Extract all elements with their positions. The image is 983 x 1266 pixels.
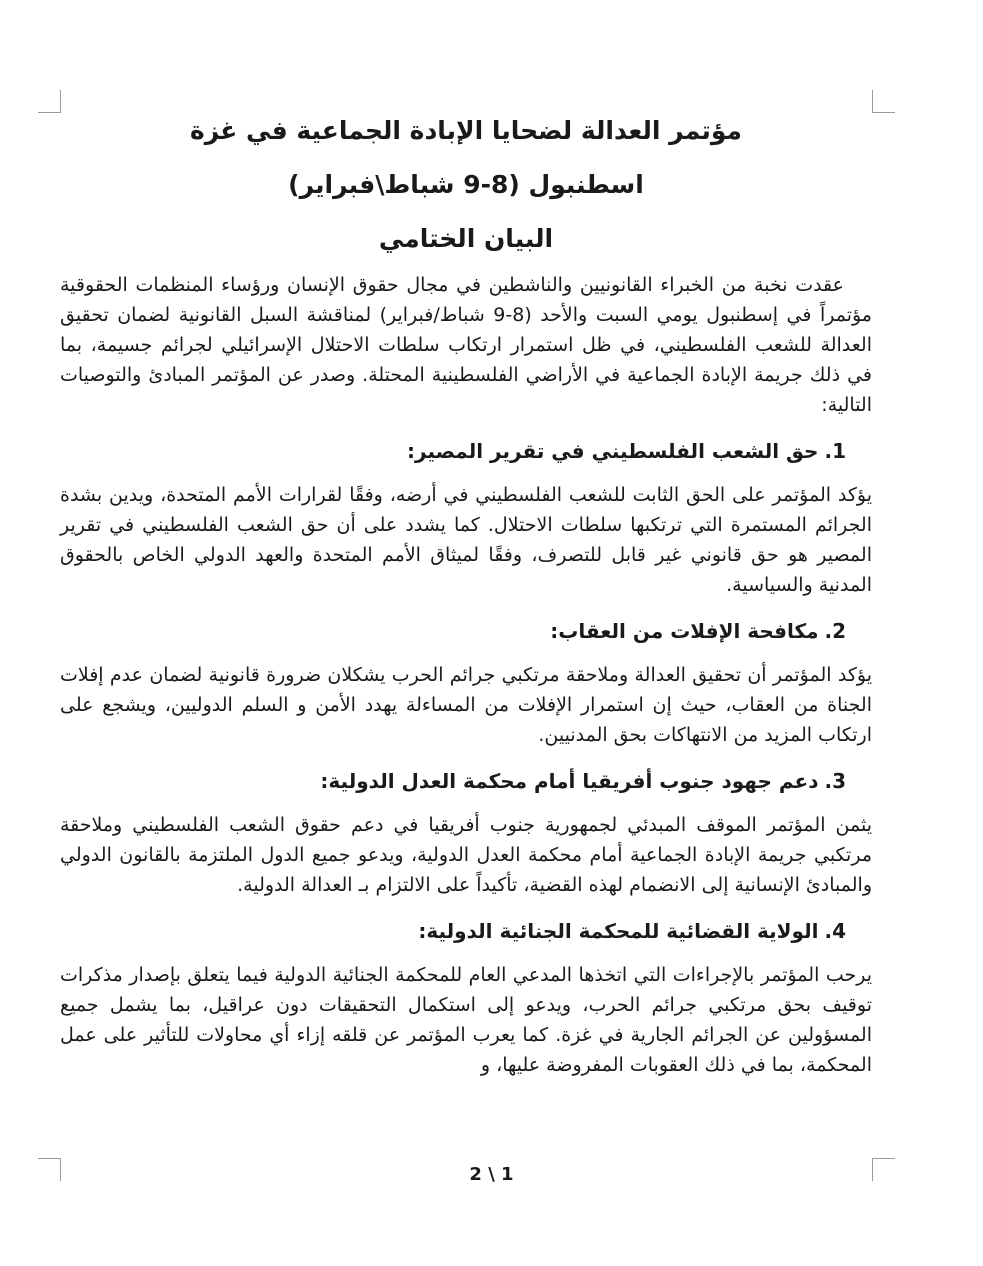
- document-page: [60, 100, 872, 1080]
- section-number: 1.: [824, 439, 846, 463]
- page-number: 2 \ 1: [469, 1164, 514, 1185]
- section-body-2: يؤكد المؤتمر أن تحقيق العدالة وملاحقة مرتكبي جرائم الحرب يشكلان ضرورة قانونية لضمان عدم إفلات الجناة من العقاب، حيث إن استمرار الإفلات من المساءلة يهدد الأمن و السلم الدوليين، ويشجع على ارتكاب المزيد من الانتهاكات بحق المدنيين.: [60, 664, 872, 746]
- document-title: مؤتمر العدالة لضحايا الإبادة الجماعية في غزة: [189, 116, 743, 145]
- section-heading-text: حق الشعب الفلسطيني في تقرير المصير:: [407, 439, 819, 463]
- section-body-3: يثمن المؤتمر الموقف المبدئي لجمهورية جنوب أفريقيا في دعم حقوق الشعب الفلسطيني وملاحقة مرتكبي جريمة الإبادة الجماعية أمام محكمة العدل الدولية، ويدعو جميع الدول الملتزمة بالقانون الدولي والمبادئ الإنسانية إلى الانضمام لهذه القضية، تأكيداً على الالتزام بـ العدالة الدولية.: [60, 814, 872, 896]
- section-heading-text: الولاية القضائية للمحكمة الجنائية الدولية:: [418, 919, 819, 943]
- section-body-4: يرحب المؤتمر بالإجراءات التي اتخذها المدعي العام للمحكمة الجنائية الدولية فيما يتعلق بإصدار مذكرات توقيف بحق مرتكبي جرائم الحرب، ويدعو إلى استكمال التحقيقات دون عراقيل، بما يشمل جميع المسؤولين عن الجرائم الجارية في غزة. كما يعرب المؤتمر عن قلقه إزاء أي محاولات للتأثير على عمل المحكمة، بما في ذلك العقوبات المفروضة عليها، و: [60, 964, 872, 1076]
- page-corner-mark-top-left: [38, 90, 61, 113]
- section-heading-3: [60, 766, 872, 796]
- document-subtitle: اسطنبول (8-9 شباط\فبراير): [288, 170, 644, 199]
- section-heading-2: [60, 616, 872, 646]
- section-number: 4.: [824, 919, 846, 943]
- section-heading-text: دعم جهود جنوب أفريقيا أمام محكمة العدل الدولية:: [320, 769, 819, 793]
- section-heading-4: [60, 916, 872, 946]
- section-number: 2.: [824, 619, 846, 643]
- section-heading-text: مكافحة الإفلات من العقاب:: [550, 619, 819, 643]
- statement-title: البيان الختامي: [378, 224, 554, 253]
- intro-paragraph: عقدت نخبة من الخبراء القانونيين والناشطين في مجال حقوق الإنسان ورؤساء المنظمات الحقوقية مؤتمراً في إسطنبول يومي السبت والأحد (8-9 شباط/فبراير) لمناقشة السبل القانونية لضمان تحقيق العدالة للشعب الفلسطيني، في ظل استمرار ارتكاب سلطات الاحتلال الإسرائيلي لجرائم جسيمة، بما في ذلك جريمة الإبادة الجماعية في الأراضي الفلسطينية المحتلة. وصدر عن المؤتمر المبادئ والتوصيات التالية:: [60, 274, 872, 416]
- page-corner-mark-top-right: [872, 90, 895, 113]
- section-heading-1: [60, 436, 872, 466]
- section-number: 3.: [824, 769, 846, 793]
- section-body-1: يؤكد المؤتمر على الحق الثابت للشعب الفلسطيني في أرضه، وفقًا لقرارات الأمم المتحدة، ويدين بشدة الجرائم المستمرة التي ترتكبها سلطات الاحتلال. كما يشدد على أن حق الشعب الفلسطيني في تقرير المصير هو حق قانوني غير قابل للتصرف، وفقًا لميثاق الأمم المتحدة والعهد الدولي الخاص بالحقوق المدنية والسياسية.: [60, 484, 872, 596]
